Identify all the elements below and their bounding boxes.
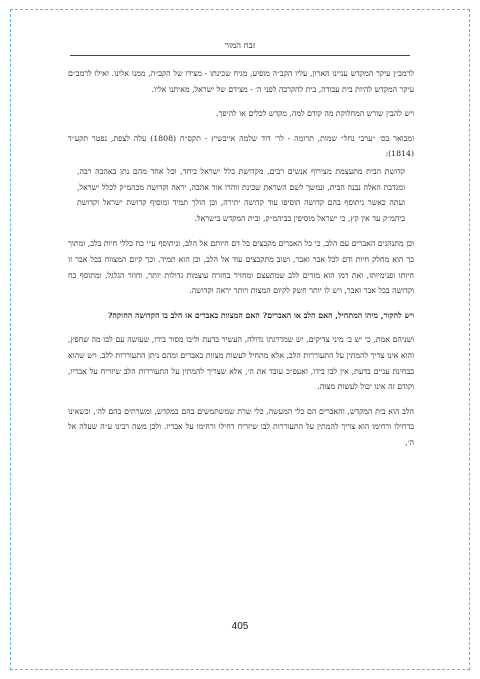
header-divider [70,55,410,56]
paragraph: ומבואר בס׳ ״ערבי נחל״ שמות, תרומה - לר׳ דוד שלמה אייבשיץ - תקס״ח (1808) עלה לצפת, נפטר תקע״ד (1814): [68,133,414,159]
block-quote: קדושת הבית מתעצמת מצירוף אנשים רבים, מקדושת כלל ישראל ביחד, וכל אחד מהם נתן באהבה רבה, ומגדבת האלה נבנה הבית, ונמשך לשם השראת שכינת זוהרו אור אהבה, יראה וקדושה מכהמ״ק לכלל ישראל, ועתה כאשר ניתוסף בהם קדושה הוסיפו עוד קדושה יתירה, וכן הולך תמיד ומוסיף קדושת ישראל וקדושת ביהמ״ק עד אין קץ, כי ישראל מוסיפין בביהמ״ק, ובית המקדש בישראל. [77,166,405,223]
paragraph: וכן מתנהגים האברים עם הלב, כי כל האברים מקבצים כל דם חיותם אל הלב, וניתוסף ע״י כח כללי חיות בלב, ומתוך כך הוא מחלק חיות ודם לכל אבר ואבר, ושוב מתקבצים עוד אל הלב, וכן הוא תמיד. וכך קיום המצווה בכל אבר זו חיותו ופנימיותו, ואת דמו הוא מזרים ללב שמתעצם ומחזיר בחזרה עוצמות גדולות יותר, וחוזר הגלגל, ומתוסף כח וקדושה בכל אבר ואבר, ויש לו יותר חשק לקיום המצות ויותר יראה וקדושה. [68,239,414,296]
page-number: 405 [231,621,249,632]
page-body [68,66,414,459]
paragraph: הלב הוא בית המקדש, והאברים הם כלי המעשה, כלי שרת שמשתמשים בהם במקדש, ומשרתים בהם לה׳, וכשאינו בדחילו ורחימו הוא צריך להמתין על התעוררות לבו שיזריח דחילו ורחימו על אבריו. ולכן משה רבינו ע״ה שעלה אל ה׳, [68,406,414,447]
paragraph: ויש להבין שורש המחלוקת מה קודם למה, מקדש לכלים או להיפך. [216,109,414,119]
question-paragraph: ויש לחקור, מיהו המתחיל, האם הלב או האברים? האם המצוות באברים או הלב בו הקדושה החזקה? [107,310,414,320]
paragraph: לרמב״ן עיקר המקדש עניינו הארון, עליו הקב״ה מופיע, מגיח שכינתו - מצידו של הקב״ה, ממנו אלינו. ואילו לרמב״ם עיקר המקדש להיות בית עבודה, בית להקרבה לפני ה׳ - מצידם של ישראל, מאיתנו אליו. [68,69,414,94]
paragraph: ושניהם אמת, כי יש ב׳ מיני צדיקים, יש שמדרגתו גדולה, העשיר בדעת וליבו מסור בידו, שעושה עם לבו מה שחפץ, והוא אינו צריך להמתין על התעוררות הלב, אלא מתחיל לעשות מצוות באברים ומהם ניתן התעוררות ללב. ויש שהוא בבחינת עניים בדעת, אין לבו בידו, ואעפ״כ עובד את ה׳, אלא שצריך להמתין על התעוררות הלב שיזריח על אבריו, וקודם זה אינו יכול לעשות מצוה. [68,335,414,392]
running-header: זבח המור [224,41,256,51]
